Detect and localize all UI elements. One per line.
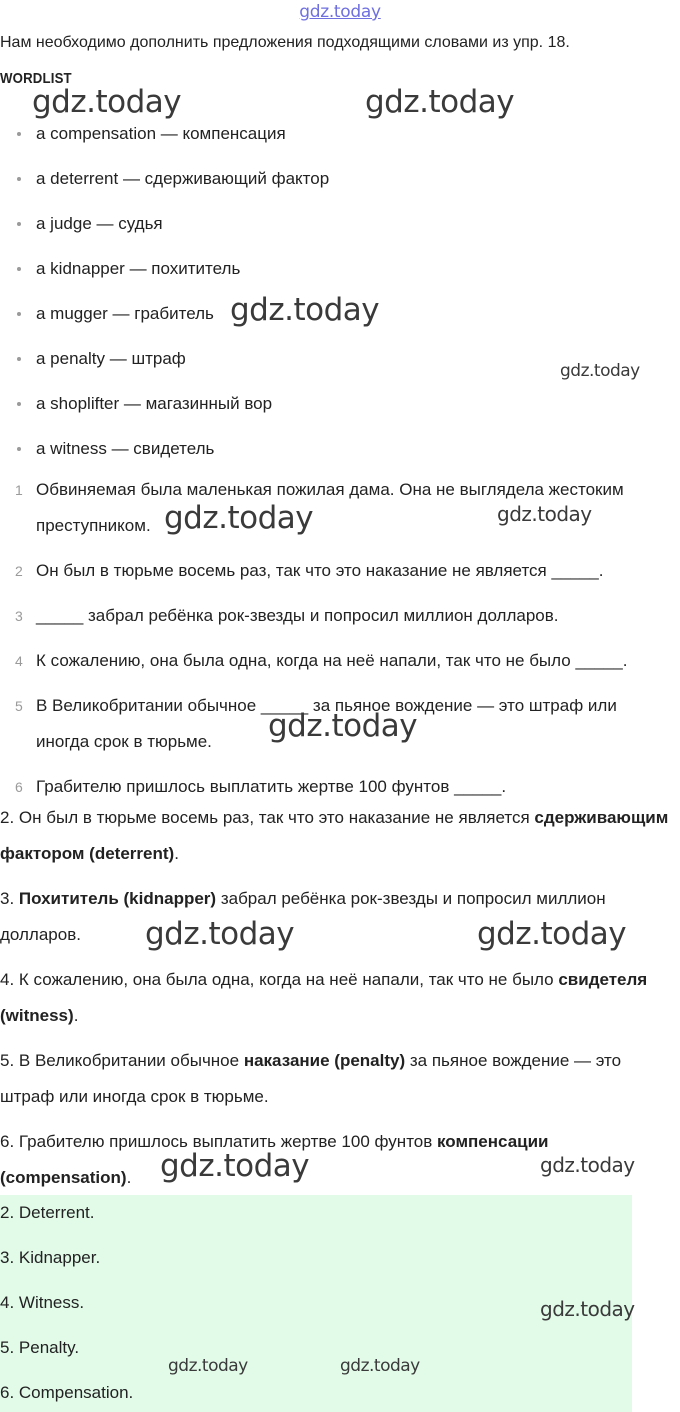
exercise-text: Он был в тюрьме восемь раз, так что это наказание не является _____. — [36, 561, 604, 580]
bullet-icon — [17, 357, 21, 361]
exercise-number: 2 — [15, 563, 23, 579]
exercise-item — [0, 643, 680, 688]
exercise-text: Обвиняемая была маленькая пожилая дама. Она не выглядела жестоким преступником. — [36, 480, 624, 535]
wordlist-item-text: a shoplifter — магазинный вор — [36, 394, 273, 413]
answer-keyword: свидетеля (witness) — [0, 970, 648, 1025]
watermark: gdz.today — [560, 361, 640, 381]
watermark: gdz.today — [168, 1356, 248, 1376]
answer-text: 4. К сожалению, она была одна, когда на неё напали, так что не было — [0, 970, 559, 989]
exercise-number: 1 — [15, 482, 23, 498]
watermark: gdz.today — [164, 500, 314, 536]
short-answers-box — [0, 1195, 632, 1412]
answer-text: 6. Грабителю пришлось выплатить жертве 100 фунтов — [0, 1132, 438, 1151]
answers-section — [0, 800, 680, 1196]
exercise-text: В Великобритании обычное _____ за пьяное вождение — это штраф или иногда срок в тюрьме. — [36, 696, 617, 751]
watermark: gdz.today — [268, 708, 418, 744]
wordlist-item-text: a mugger — грабитель — [36, 304, 214, 323]
answer-paragraph — [0, 1043, 680, 1124]
wordlist-item-text: a compensation — компенсация — [36, 124, 286, 143]
short-answer: 4. Witness. — [0, 1293, 85, 1312]
watermark: gdz.today — [540, 1153, 635, 1177]
exercise-text: _____ забрал ребёнка рок-звезды и попросил миллион долларов. — [36, 606, 559, 625]
wordlist-item-text: a deterrent — сдерживающий фактор — [36, 169, 330, 188]
short-answer: 2. Deterrent. — [0, 1203, 95, 1222]
watermark: gdz.today — [145, 916, 295, 952]
wordlist-item-text: a witness — свидетель — [36, 439, 215, 458]
exercise-item — [0, 553, 680, 598]
exercise-number: 6 — [15, 779, 23, 795]
wordlist-item — [0, 166, 680, 211]
bullet-icon — [17, 447, 21, 451]
watermark: gdz.today — [540, 1297, 635, 1321]
answer-paragraph — [0, 800, 680, 881]
wordlist-item — [0, 121, 680, 166]
answer-text: забрал ребёнка рок-звезды и попросил миллион долларов. — [0, 889, 606, 944]
answer-text: 2. Он был в тюрьме восемь раз, так что это наказание не является — [0, 808, 535, 827]
exercise-number: 3 — [15, 608, 23, 624]
answer-text: 5. В Великобритании обычное — [0, 1051, 244, 1070]
answer-keyword: компенсации (compensation) — [0, 1132, 549, 1187]
exercise-item — [0, 598, 680, 643]
watermark: gdz.today — [340, 1356, 420, 1376]
watermark: gdz.today — [32, 84, 182, 120]
short-answer: 6. Compensation. — [0, 1383, 134, 1402]
watermark: gdz.today — [365, 84, 515, 120]
wordlist-item-text: a judge — судья — [36, 214, 163, 233]
bullet-icon — [17, 177, 21, 181]
answer-keyword: сдерживающим фактором (deterrent) — [0, 808, 669, 863]
bullet-icon — [17, 402, 21, 406]
bullet-icon — [17, 132, 21, 136]
bullet-icon — [17, 222, 21, 226]
header-watermark: gdz.today — [299, 2, 381, 22]
watermark: gdz.today — [497, 502, 592, 526]
answer-text: 3. — [0, 889, 19, 908]
short-answer: 5. Penalty. — [0, 1338, 80, 1357]
exercise-text: К сожалению, она была одна, когда на неё напали, так что не было _____. — [36, 651, 628, 670]
answer-keyword: наказание (penalty) — [243, 1051, 406, 1070]
intro-text: Нам необходимо дополнить предложения подходящими словами из упр. 18. — [0, 34, 570, 51]
short-answer: 3. Kidnapper. — [0, 1248, 101, 1267]
exercise-number: 4 — [15, 653, 23, 669]
answer-text: . — [174, 844, 179, 863]
answer-paragraph — [0, 962, 680, 1043]
exercise-number: 5 — [15, 698, 23, 714]
watermark: gdz.today — [160, 1148, 310, 1184]
watermark: gdz.today — [230, 292, 380, 328]
answer-text: за пьяное вождение — это штраф или иногда срок в тюрьме. — [0, 1051, 622, 1106]
bullet-icon — [17, 312, 21, 316]
wordlist-title: WORDLIST — [0, 70, 72, 87]
bullet-icon — [17, 267, 21, 271]
wordlist-item-text: a kidnapper — похититель — [36, 259, 241, 278]
watermark: gdz.today — [477, 916, 627, 952]
wordlist-item — [0, 391, 680, 436]
wordlist-item-text: a penalty — штраф — [36, 349, 186, 368]
exercise-text: Грабителю пришлось выплатить жертве 100 фунтов _____. — [36, 777, 507, 796]
answer-text: . — [126, 1168, 132, 1187]
answer-keyword: Похититель (kidnapper) — [18, 889, 217, 908]
wordlist-item — [0, 211, 680, 256]
answer-text: . — [73, 1006, 79, 1025]
